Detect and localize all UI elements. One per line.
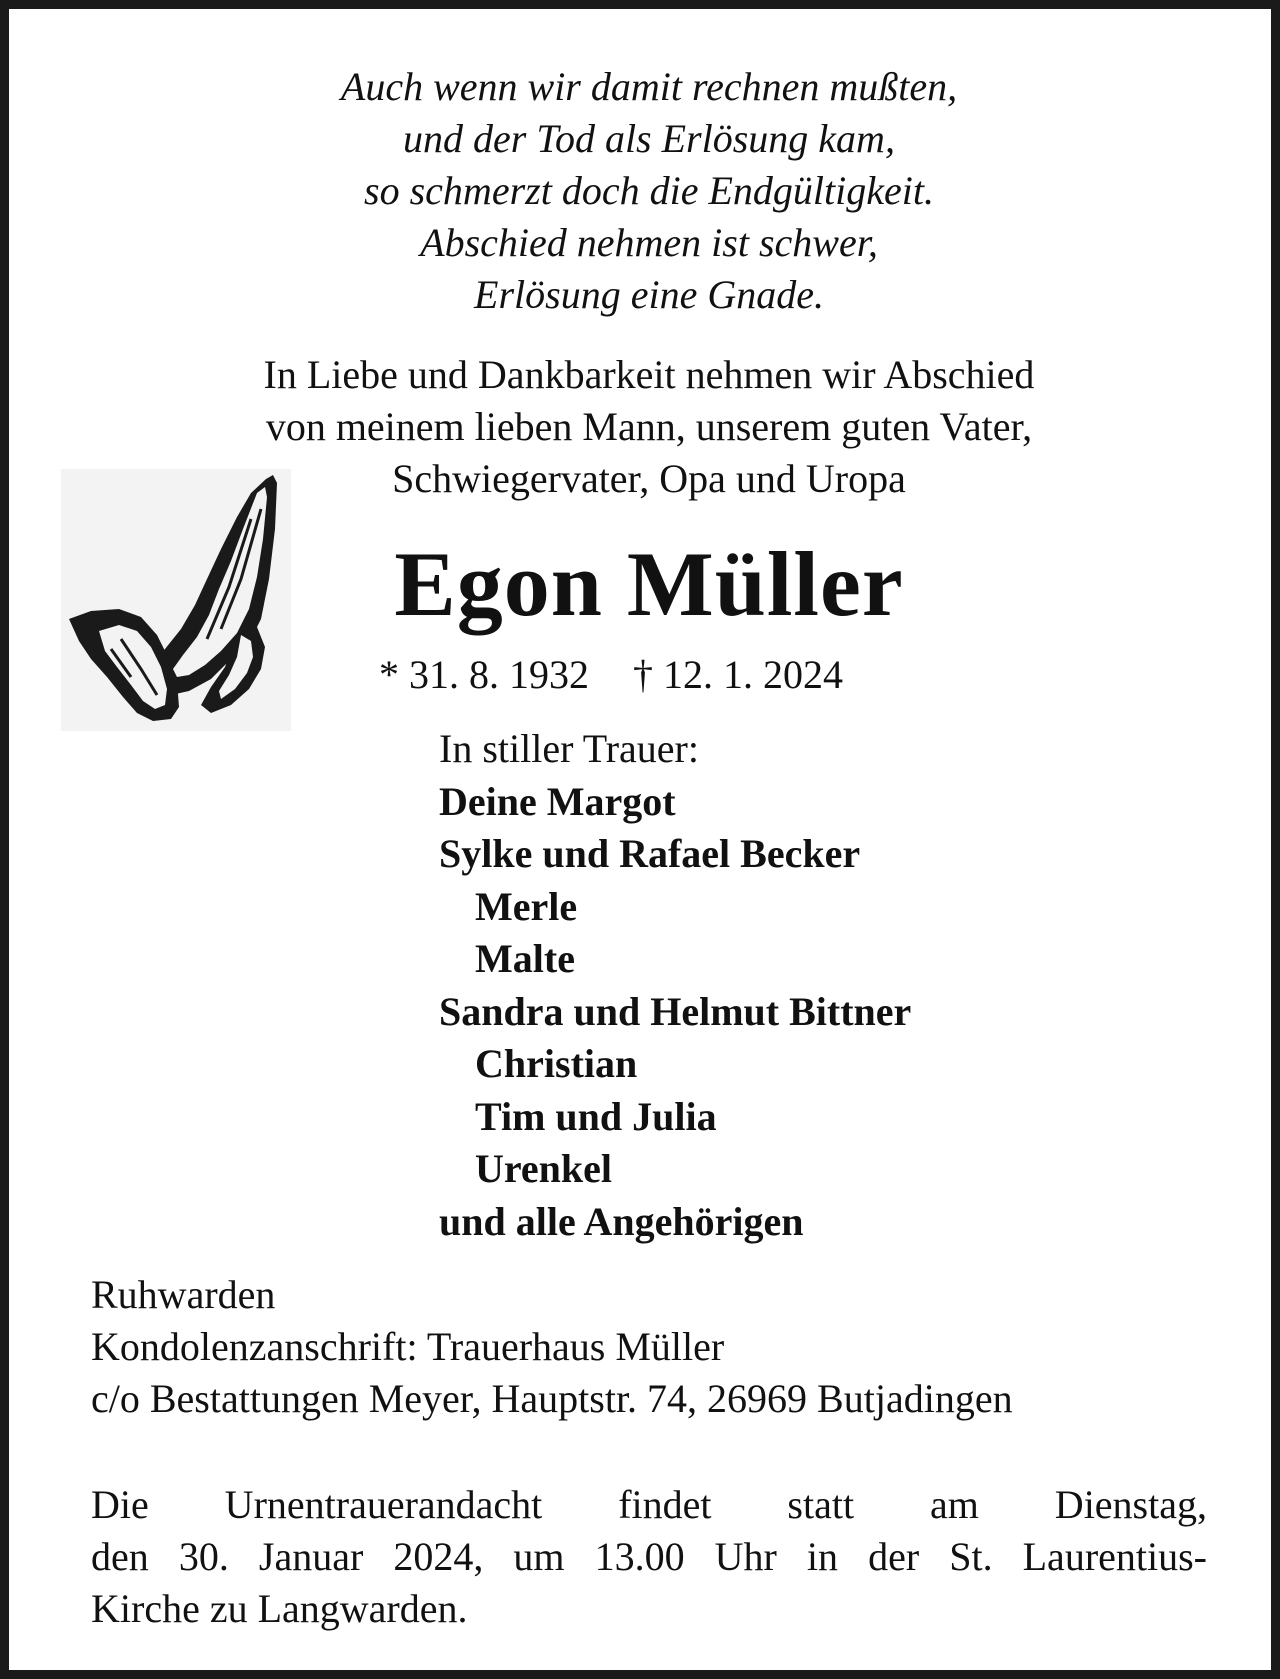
mourners-list [439,723,911,1248]
mourner-name: Merle [475,883,578,929]
birth-date: * 31. 8. 1932 [379,652,589,697]
mourner-name: und alle Angehörigen [439,1198,804,1244]
mourner-name: Tim und Julia [475,1093,717,1139]
service-line: Kirche zu Langwarden. [91,1586,468,1631]
poem-line: Auch wenn wir damit rechnen mußten, [340,64,958,109]
mourner-name: Deine Margot [439,778,676,824]
praying-hands-icon [61,469,291,731]
service-announcement [91,1479,1207,1635]
service-line: Die Urnentrauerandacht findet statt am Dienstag, [91,1482,1207,1527]
condolence-line: Kondolenzanschrift: Trauerhaus Müller [91,1324,725,1369]
poem [9,61,1280,321]
poem-line: so schmerzt doch die Endgültigkeit. [364,168,934,213]
mourner-name: Malte [475,936,575,981]
service-line: den 30. Januar 2024, um 13.00 Uhr in der St. Laurentius- [91,1534,1207,1579]
address-line: c/o Bestattungen Meyer, Hauptstr. 74, 26969 Butjadingen [91,1376,1013,1421]
intro-line: Schwiegervater, Opa und Uropa [392,456,906,501]
mourner-name: Sandra und Helmut Bittner [439,988,912,1034]
condolence-address [91,1269,1013,1425]
intro-line: von meinem lieben Mann, unserem guten Vater, [265,404,1033,449]
mourner-name: Sylke und Rafael Becker [439,831,861,876]
poem-line: und der Tod als Erlösung kam, [403,116,895,161]
mourners-heading: In stiller Trauer: [439,726,699,771]
poem-line: Erlösung eine Gnade. [474,272,824,317]
poem-line: Abschied nehmen ist schwer, [420,220,878,265]
life-dates [379,649,843,701]
mourner-name: Urenkel [475,1146,613,1191]
mourner-name: Christian [475,1041,638,1086]
intro-line: In Liebe und Dankbarkeit nehmen wir Abschied [263,352,1035,397]
death-date: † 12. 1. 2024 [633,652,843,697]
deceased-name: Egon Müller [394,533,904,635]
place: Ruhwarden [91,1272,276,1317]
